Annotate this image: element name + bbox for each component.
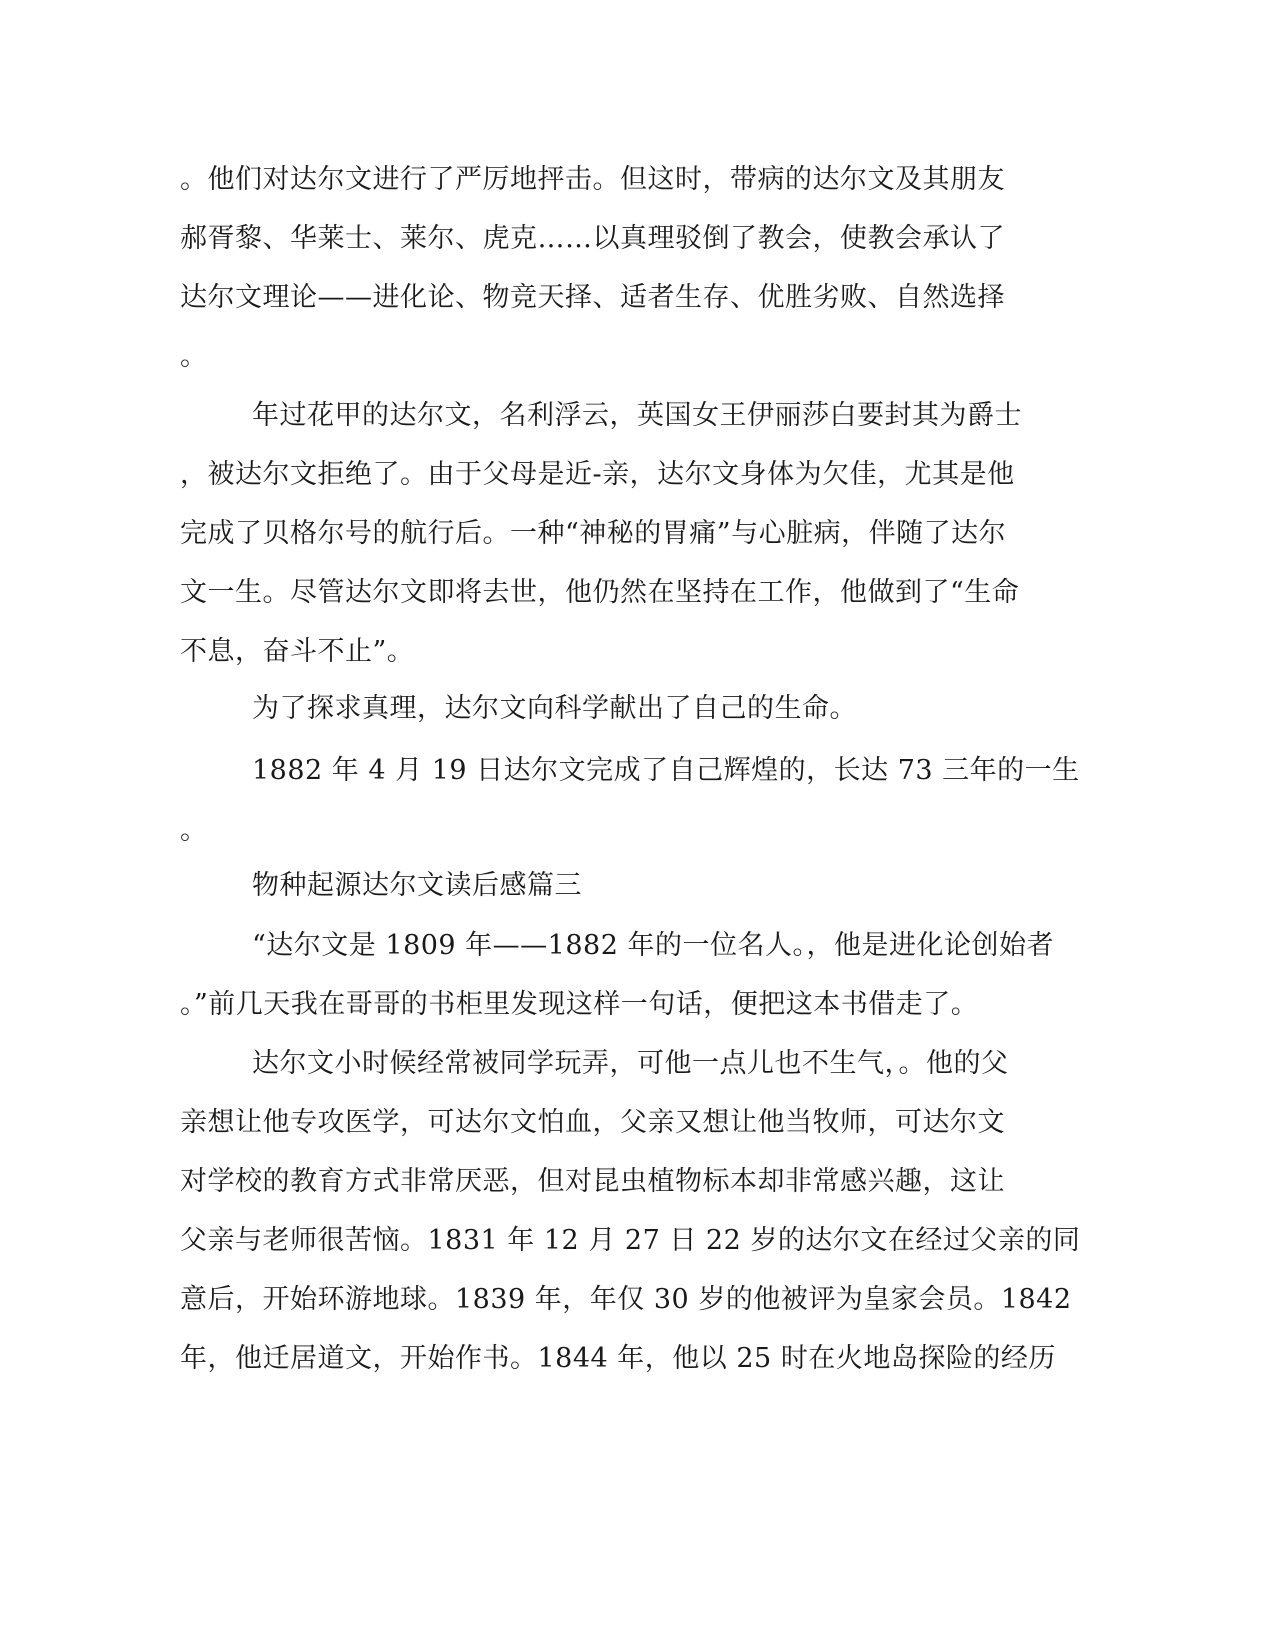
section-heading: 物种起源达尔文读后感篇三 <box>252 870 582 901</box>
text-line: 郝胥黎、华莱士、莱尔、虎克……以真理驳倒了教会，使教会承认了 <box>180 223 1005 254</box>
text-line: 不息，奋斗不止”。 <box>180 636 415 667</box>
paragraph-first-line: 1882 年 4 月 19 日达尔文完成了自己辉煌的，长达 73 三年的一生 <box>252 755 1080 786</box>
paragraph-first-line: “达尔文是 1809 年——1882 年的一位名人。，他是进化论创始者 <box>252 930 1054 961</box>
text-line: 。 <box>180 815 208 846</box>
paragraph-first-line: 年过花甲的达尔文，名利浮云，英国女王伊丽莎白要封其为爵士 <box>252 400 1022 431</box>
text-line: 。他们对达尔文进行了严厉地抨击。但这时，带病的达尔文及其朋友 <box>180 164 1005 195</box>
text-line: 对学校的教育方式非常厌恶，但对昆虫植物标本却非常感兴趣，这让 <box>180 1166 1005 1197</box>
paragraph-first-line: 达尔文小时候经常被同学玩弄，可他一点儿也不生气，。他的父 <box>252 1048 1009 1079</box>
text-line: 。”前几天我在哥哥的书柜里发现这样一句话，便把这本书借走了。 <box>180 989 979 1020</box>
text-line: 亲想让他专攻医学，可达尔文怕血，父亲又想让他当牧师，可达尔文 <box>180 1107 1005 1138</box>
text-line: 文一生。尽管达尔文即将去世，他仍然在坚持在工作，他做到了“生命 <box>180 577 1020 608</box>
text-line: 年，他迁居道文，开始作书。1844 年，他以 25 时在火地岛探险的经历 <box>180 1343 1056 1374</box>
text-line: 达尔文理论——进化论、物竞天择、适者生存、优胜劣败、自然选择 <box>180 282 1005 313</box>
text-line: 父亲与老师很苦恼。1831 年 12 月 27 日 22 岁的达尔文在经过父亲的同 <box>180 1225 1081 1256</box>
text-line: 完成了贝格尔号的航行后。一种“神秘的胃痛”与心脏病，伴随了达尔 <box>180 518 1007 549</box>
text-line: 。 <box>180 341 208 372</box>
paragraph-first-line: 为了探求真理，达尔文向科学献出了自己的生命。 <box>252 693 857 724</box>
text-line: ，被达尔文拒绝了。由于父母是近-亲，达尔文身体为欠佳，尤其是他 <box>180 459 1015 490</box>
text-line: 意后，开始环游地球。1839 年，年仅 30 岁的他被评为皇家会员。1842 <box>180 1284 1072 1315</box>
